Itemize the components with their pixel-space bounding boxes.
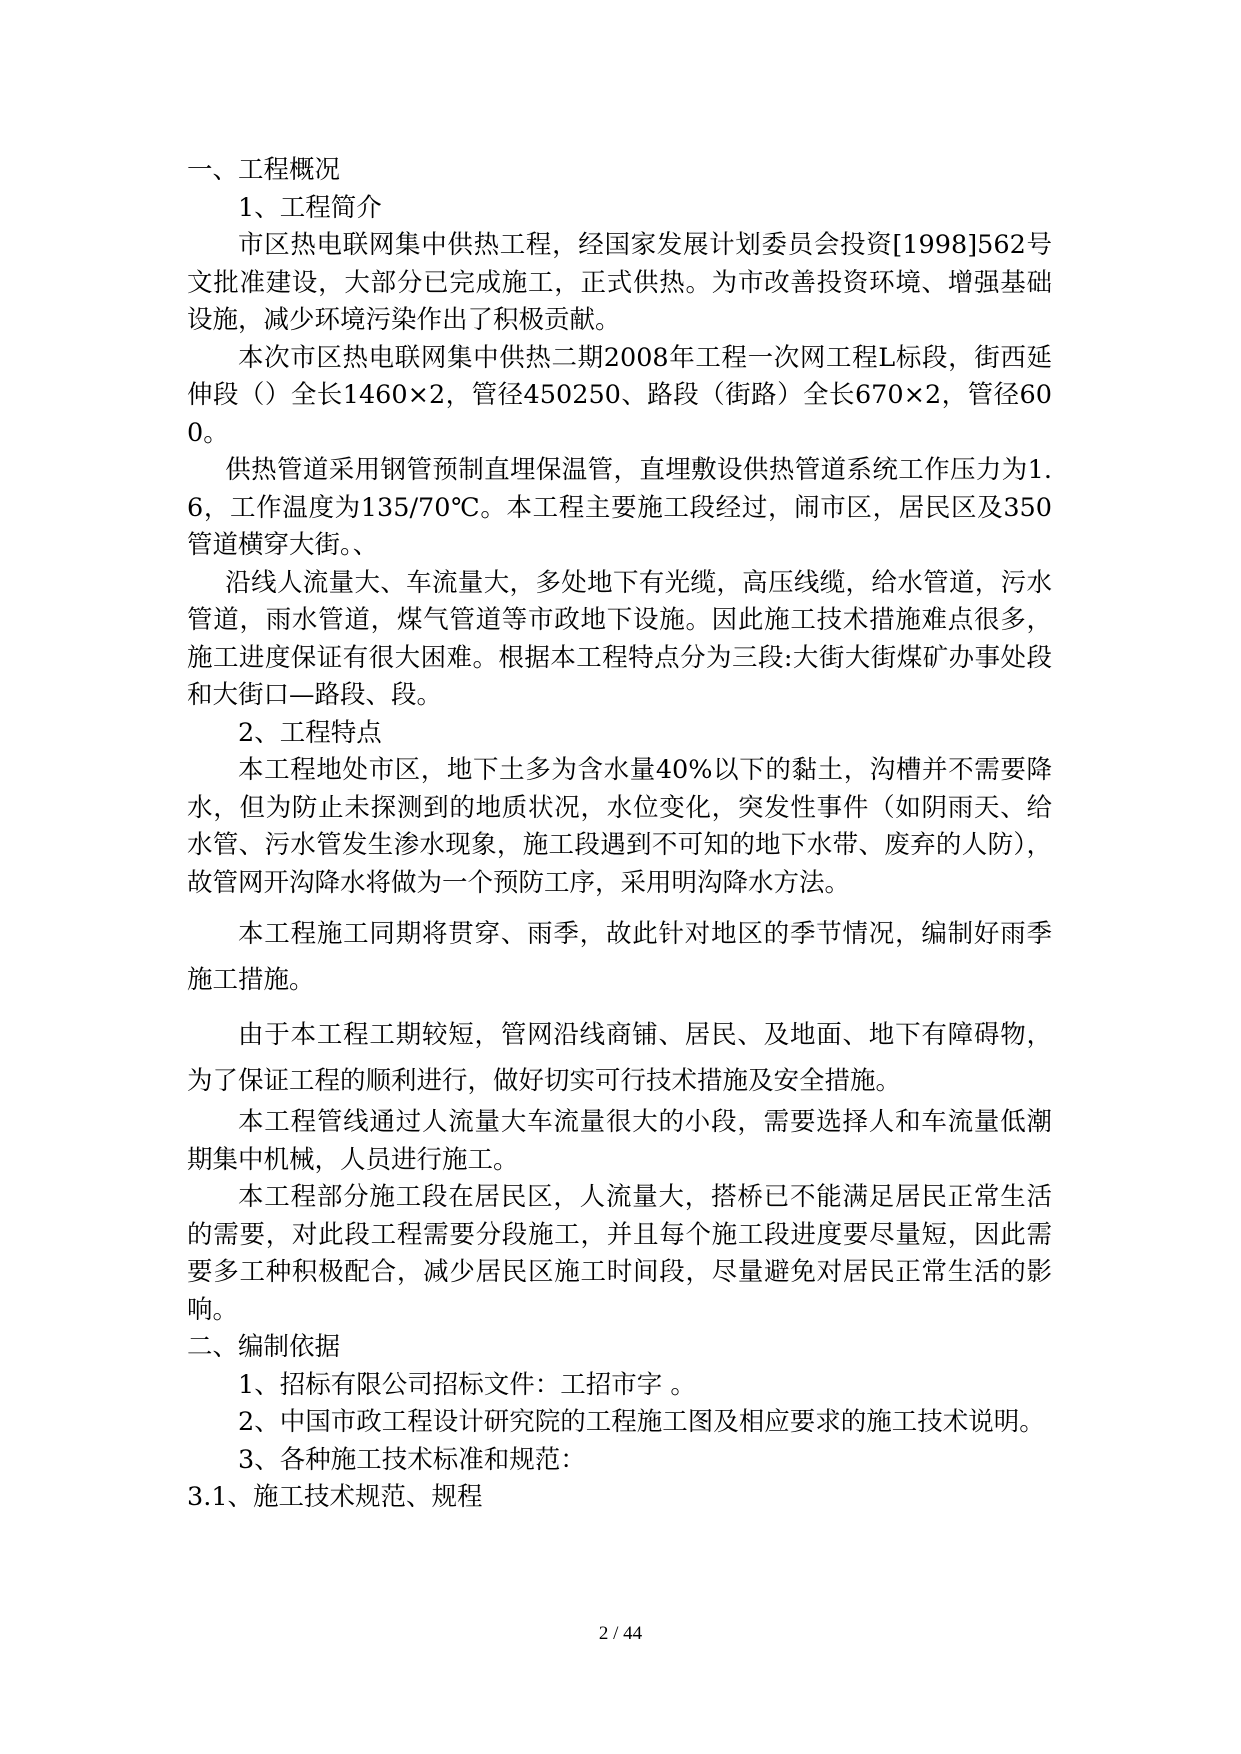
- paragraph-soil: 本工程地处市区，地下土多为含水量40%以下的黏土，沟槽并不需要降水，但为防止未探测到的地质状况，水位变化，突发性事件（如阴雨天、给水管、污水管发生渗水现象，施工段遇到不可知的地下水带、废弃的人防），故管网开沟降水将做为一个预防工序，采用明沟降水方法。: [187, 755, 1052, 898]
- paragraph-scope: 本次市区热电联网集中供热二期2008年工程一次网工程L标段，街西延伸段（）全长1460×2，管径450250、路段（街路）全长670×2，管径600。: [187, 342, 1052, 448]
- list-item-standards: 3、各种施工技术标准和规范：: [238, 1444, 586, 1475]
- document-body: [187, 152, 1052, 1517]
- paragraph-residential: 本工程部分施工段在居民区，人流量大，搭桥已不能满足居民正常生活的需要，对此段工程需要分段施工，并且每个施工段进度要尽量短，因此需要多工种积极配合，减少居民区施工时间段，尽量避免对居民正常生活的影响。: [187, 1182, 1052, 1325]
- paragraph-traffic: 本工程管线通过人流量大车流量很大的小段，需要选择人和车流量低潮期集中机械，人员进行施工。: [187, 1107, 1052, 1175]
- subsection-heading-intro: 1、工程简介: [238, 192, 382, 223]
- paragraph-intro: 市区热电联网集中供热工程，经国家发展计划委员会投资[1998]562号文批准建设，大部分已完成施工，正式供热。为市改善投资环境、增强基础设施，减少环境污染作出了积极贡献。: [187, 230, 1052, 335]
- paragraph-pipe-spec: 供热管道采用钢管预制直埋保温管，直埋敷设供热管道系统工作压力为1.6，工作温度为135/70℃。本工程主要施工段经过，闹市区，居民区及350管道横穿大街。、: [187, 455, 1052, 560]
- section-heading-basis: 二、编制依据: [187, 1332, 341, 1362]
- list-item-design-institute: 2、中国市政工程设计研究院的工程施工图及相应要求的施工技术说明。: [238, 1407, 1045, 1437]
- paragraph-difficulties: 沿线人流量大、车流量大，多处地下有光缆，高压线缆，给水管道，污水管道，雨水管道，煤气管道等市政地下设施。因此施工技术措施难点很多，施工进度保证有很大困难。根据本工程特点分为三段:大街大街煤矿办事处段和大街口—路段、段。: [187, 567, 1052, 710]
- sub-list-item-codes: 3.1、施工技术规范、规程: [187, 1482, 483, 1512]
- paragraph-rain-season: 本工程施工同期将贯穿、雨季，故此针对地区的季节情况，编制好雨季施工措施。: [187, 919, 1052, 995]
- subsection-heading-features: 2、工程特点: [238, 717, 382, 748]
- page-number: 2 / 44: [598, 1623, 643, 1644]
- paragraph-schedule: 由于本工程工期较短，管网沿线商铺、居民、及地面、地下有障碍物，为了保证工程的顺利进行，做好切实可行技术措施及安全措施。: [187, 1020, 1052, 1096]
- section-heading-overview: 一、工程概况: [187, 155, 341, 185]
- list-item-tender: 1、招标有限公司招标文件：工招市字 。: [238, 1369, 696, 1400]
